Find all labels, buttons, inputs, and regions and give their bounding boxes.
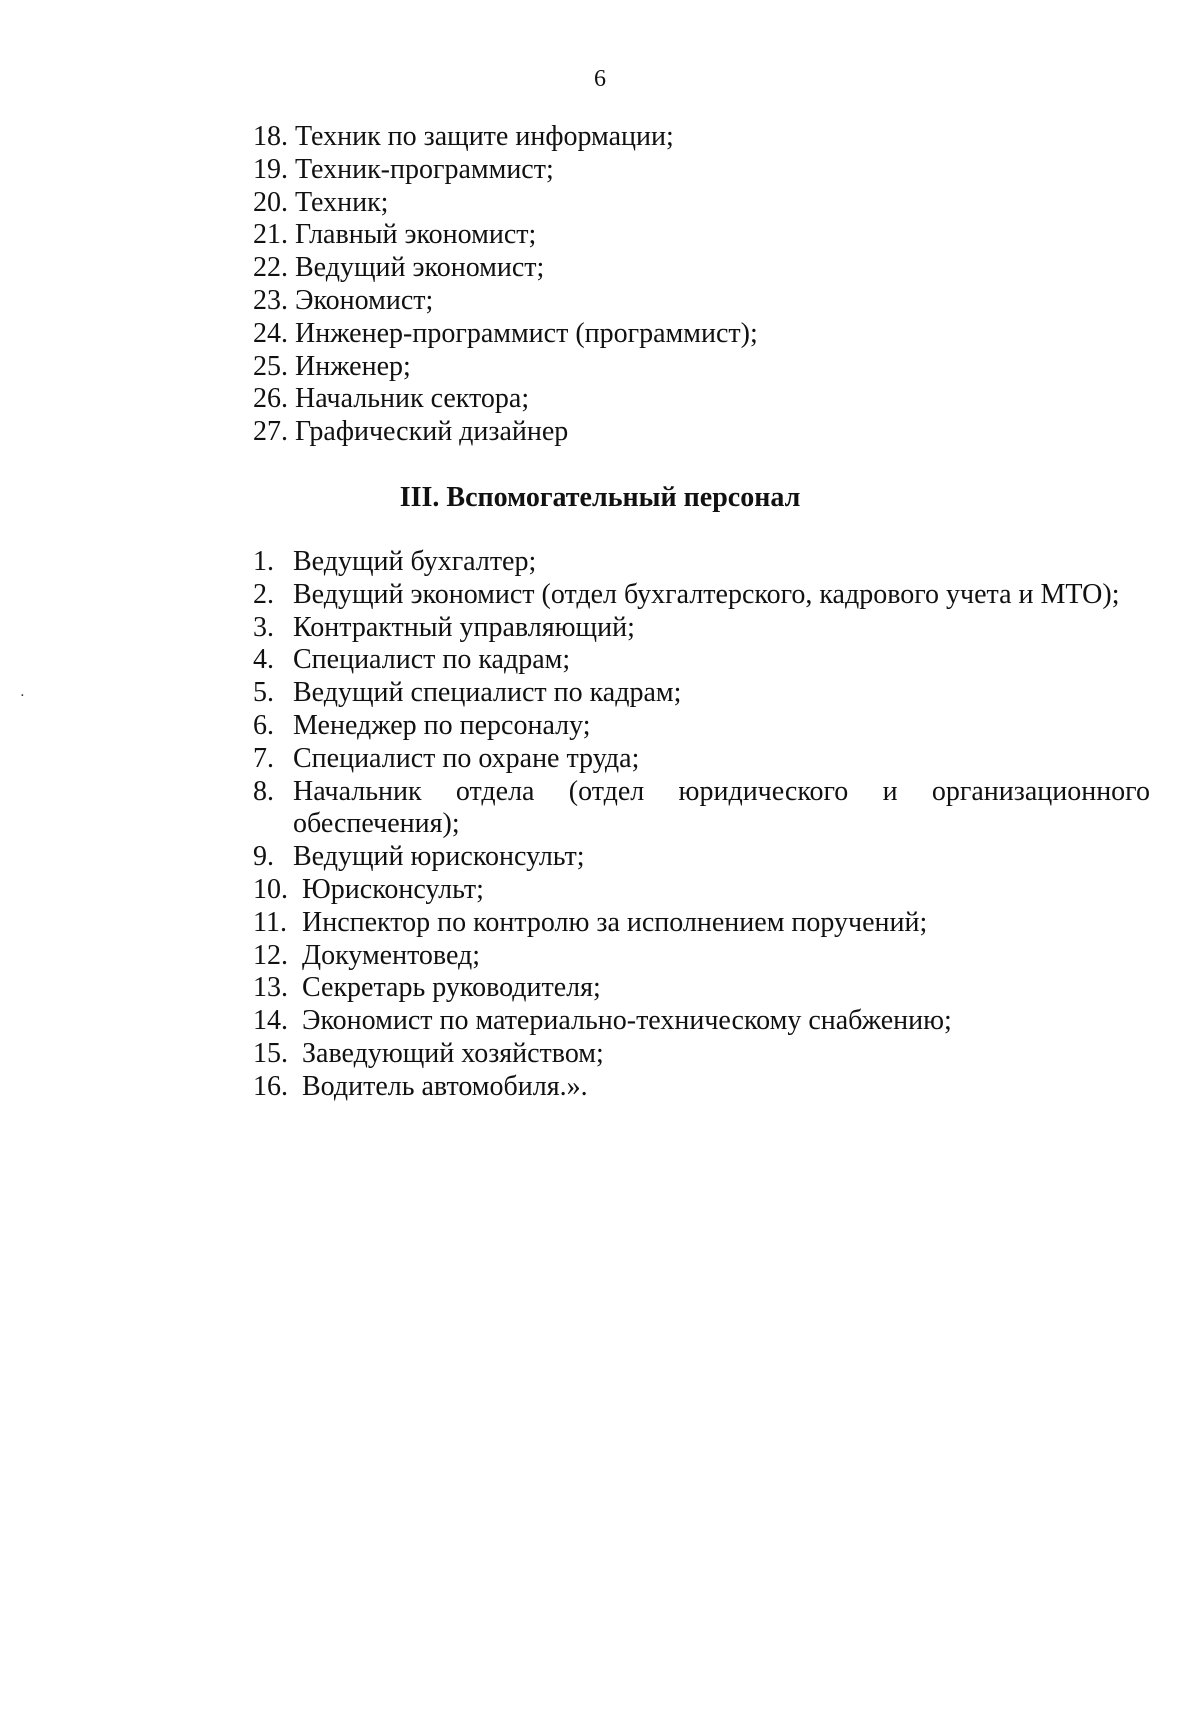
item-number: 1. (253, 546, 274, 577)
list-item (253, 219, 1153, 252)
item-text: Начальник сектора; (288, 383, 530, 415)
item-number: 14. (253, 1005, 288, 1037)
item-word: юридического (678, 775, 849, 807)
item-text: Специалист по кадрам; (293, 644, 571, 676)
item-number: 8. (253, 775, 274, 807)
item-number: 3. (253, 611, 274, 643)
scan-artifact-mark: ․ (20, 685, 25, 700)
list-item (253, 252, 1153, 285)
item-text: Ведущий экономист (отдел бухгалтерского, кадрового учета и МТО); (293, 578, 1120, 610)
item-word: (отдел (568, 775, 645, 807)
list-item (253, 285, 1153, 318)
item-text: Инженер-программист (программист); (288, 317, 758, 349)
list-item (253, 154, 1153, 187)
list-item (253, 644, 1153, 677)
support-staff-list (253, 546, 1153, 1104)
item-number: 25. (253, 350, 288, 382)
list-item (253, 677, 1153, 710)
item-number: 18. (253, 121, 288, 152)
item-number: 15. (253, 1037, 288, 1069)
item-number: 19. (253, 153, 288, 185)
item-text: Ведущий экономист; (288, 252, 545, 284)
item-text: Юрисконсульт; (302, 873, 484, 905)
item-word: Начальник (293, 775, 422, 807)
top-position-list (253, 121, 1153, 449)
item-number: 27. (253, 416, 288, 448)
list-item (253, 710, 1153, 743)
item-number: 20. (253, 186, 288, 218)
item-text: Техник; (288, 186, 389, 218)
item-number: 6. (253, 709, 274, 741)
list-item (253, 416, 1153, 449)
item-number: 11. (253, 906, 287, 938)
item-text: Документовед; (302, 939, 481, 971)
list-item (253, 1005, 1153, 1038)
item-text: Экономист по материально-техническому снабжению; (302, 1005, 952, 1037)
list-item (253, 121, 1153, 154)
item-number: 13. (253, 972, 288, 1004)
list-item (253, 579, 1153, 612)
list-item (253, 743, 1153, 776)
section-heading: III. Вспомогательный персонал (399, 482, 801, 513)
list-item (253, 351, 1153, 384)
item-text: Инспектор по контролю за исполнением поручений; (302, 906, 928, 938)
page-number: 6 (594, 66, 606, 92)
item-word: и (882, 775, 898, 807)
item-text: Специалист по охране труда; (293, 742, 640, 774)
item-number: 23. (253, 284, 288, 316)
list-item (253, 318, 1153, 351)
list-item (253, 187, 1153, 220)
item-text: Техник по защите информации; (288, 121, 674, 152)
item-number: 2. (253, 578, 274, 610)
item-number: 4. (253, 644, 274, 676)
item-number: 26. (253, 383, 288, 415)
item-text (293, 776, 1150, 842)
item-number: 24. (253, 317, 288, 349)
item-text: Водитель автомобиля.». (302, 1070, 588, 1102)
item-number: 16. (253, 1070, 288, 1102)
item-text: Инженер; (288, 350, 411, 382)
item-number: 21. (253, 219, 288, 251)
list-item (253, 383, 1153, 416)
item-number: 10. (253, 873, 288, 905)
item-number: 7. (253, 742, 274, 774)
list-item (253, 612, 1153, 645)
item-text: Графический дизайнер (288, 416, 569, 448)
item-number: 9. (253, 841, 274, 873)
item-word: отдела (455, 775, 535, 807)
item-text: Главный экономист; (288, 219, 537, 251)
item-text: Техник-программист; (288, 153, 554, 185)
list-item (253, 874, 1153, 907)
list-item (253, 907, 1153, 940)
list-item (253, 841, 1153, 874)
item-text: Заведующий хозяйством; (302, 1037, 604, 1069)
item-text: Экономист; (288, 284, 434, 316)
item-number: 12. (253, 939, 288, 971)
item-number: 22. (253, 252, 288, 284)
item-text: Секретарь руководителя; (302, 972, 601, 1004)
list-item (253, 1071, 1153, 1104)
list-item (253, 546, 1153, 579)
item-text-line-1 (293, 776, 1150, 809)
item-text-line-2: обеспечения); (293, 808, 460, 840)
item-text: Ведущий специалист по кадрам; (293, 677, 682, 709)
list-item (253, 972, 1153, 1005)
list-item (253, 776, 1153, 842)
item-text: Ведущий бухгалтер; (293, 546, 537, 577)
item-word: организационного (931, 775, 1150, 807)
list-item (253, 940, 1153, 973)
list-item (253, 1038, 1153, 1071)
item-text: Контрактный управляющий; (293, 611, 635, 643)
item-number: 5. (253, 677, 274, 709)
item-text: Менеджер по персоналу; (293, 709, 591, 741)
item-text: Ведущий юрисконсульт; (293, 841, 585, 873)
